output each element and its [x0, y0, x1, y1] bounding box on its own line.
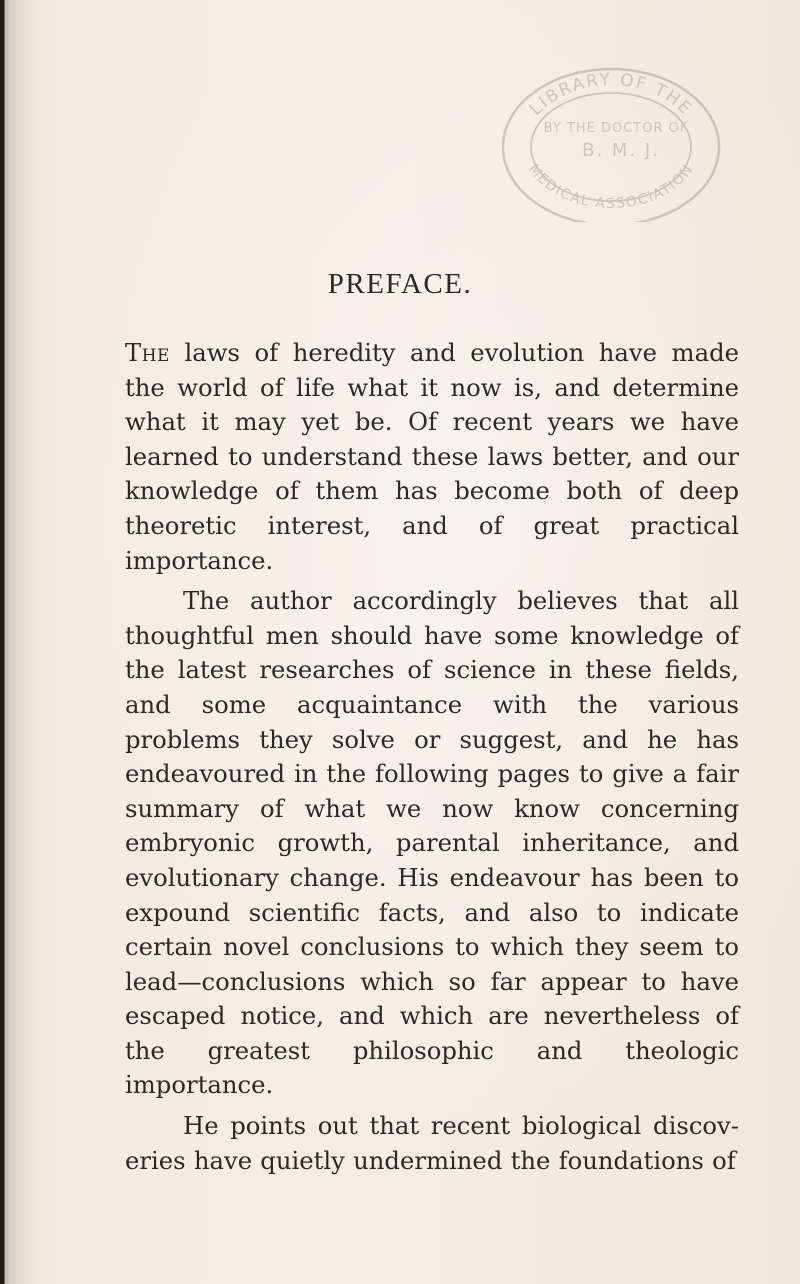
body-text: [125, 336, 739, 1184]
stamp-arc-top: LIBRARY OF THE: [525, 69, 697, 120]
page-title: PREFACE.: [327, 268, 473, 300]
paragraph-3: [125, 1109, 739, 1178]
binding-edge: [0, 0, 36, 1284]
svg-text:MEDICAL ASSOCIATION: [525, 161, 697, 212]
paragraph-2: [125, 584, 739, 1103]
svg-text:LIBRARY OF THE: [526, 70, 696, 120]
paragraph-2-text: The author accordingly believes that all thoughtful men should have some knowledge of the latest researches of science in these fields, and some acquaintance with the various problems they solve or suggest, and he has endeavoured in the following pages to give a fair summary of what we now know concerning embryonic growth, parental inheritance, and evolutionary change. His endeavour has been to expound scientific facts, and also to indicate certain novel conclusions to which they seem to lead—conclusions which so far appear to have escaped notice, and which are nevertheless of the greatest philosophic and theologic importance.: [125, 586, 739, 1100]
paragraph-1: [125, 336, 739, 578]
stamp-line-1: BY THE DOCTOR OF: [543, 121, 689, 136]
stamp-line-2: B. M. J.: [582, 140, 660, 161]
paragraph-1-lead: The: [125, 338, 170, 367]
library-stamp: [496, 52, 726, 222]
paragraph-3-text: He points out that recent biological discov-eries have quietly undermined the foundations of: [125, 1111, 739, 1175]
paragraph-1-text: laws of heredity and evolution have made the world of life what it now is, and determine what it may yet be. Of recent years we have learned to understand these laws better, and our knowledge of them has become both of deep theoretic interest, and of great practical importance.: [125, 338, 739, 575]
stamp-arc-bottom: MEDICAL ASSOCIATION: [525, 161, 697, 212]
